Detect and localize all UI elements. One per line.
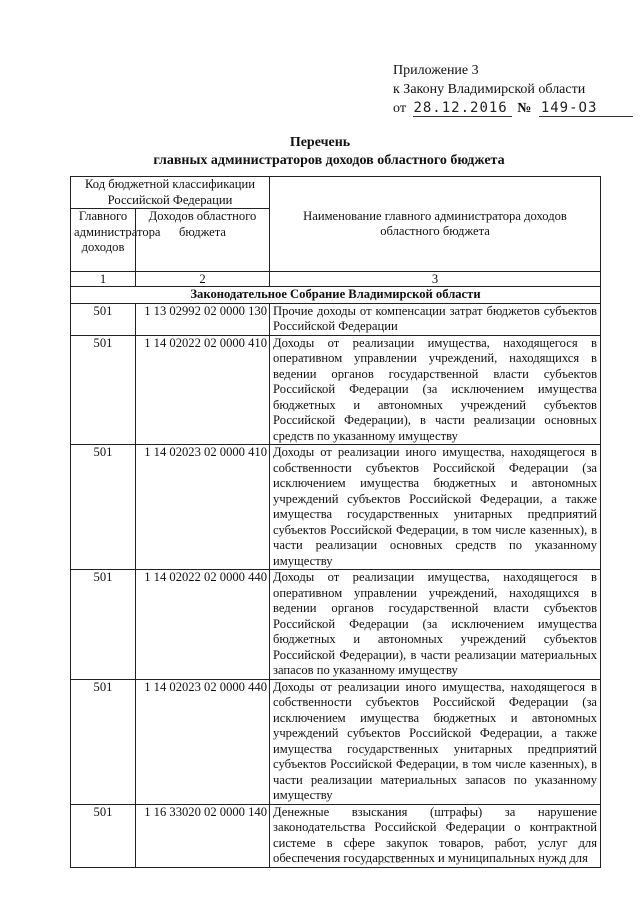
revenue-name-cell: Доходы от реализации имущества, находящегося в оперативном управлении учреждений, находящихся в ведении органов государственной власти субъектов Российской Федерации (за исключением имущества бюджетных и автономных учреждений субъектов Российской Федерации), в части реализации материальных запасов по указанному имуществу [270, 570, 601, 680]
table-row [71, 445, 601, 570]
revenue-code-cell: 1 14 02022 02 0000 440 [136, 570, 270, 680]
appendix-title: Приложение 3 [393, 63, 479, 78]
table-row [71, 679, 601, 804]
title-line-1: Перечень [289, 135, 351, 150]
revenue-administrators-table [70, 176, 601, 868]
appendix-date-line [393, 99, 633, 119]
revenue-name-cell: Доходы от реализации иного имущества, находящегося в собственности субъектов Российской Федерации (за исключением имущества бюджетных и автономных учреждений субъектов Российской Федерации, а также имущества государственных унитарных предприятий субъектов Российской Федерации, в том числе казенных), в части реализации материальных запасов по указанному имуществу [270, 679, 601, 804]
table-row [71, 804, 601, 867]
column-number-1: 1 [71, 272, 136, 287]
admin-code-cell: 501 [71, 335, 136, 445]
admin-header: Главного администратора доходов [71, 209, 136, 272]
table-row [71, 570, 601, 680]
revenue-code-cell: 1 14 02023 02 0000 410 [136, 445, 270, 570]
column-number-2: 2 [136, 272, 270, 287]
revenue-code-cell: 1 13 02992 02 0000 130 [136, 303, 270, 335]
scan-mark [378, 862, 404, 863]
from-label: от [393, 101, 406, 116]
revenue-header: Доходов областного бюджета [136, 209, 270, 272]
appendix-law-reference: к Закону Владимирской области [393, 81, 586, 97]
header-row-1 [71, 177, 601, 209]
revenue-name-cell: Доходы от реализации иного имущества, находящегося в собственности субъектов Российской Федерации (за исключением имущества бюджетных и автономных учреждений субъектов Российской Федерации, а также имущества государственных унитарных предприятий субъектов Российской Федерации, в том числе казенных), в части реализации основных средств по указанному имуществу [270, 445, 601, 570]
column-number-row [71, 272, 601, 287]
table-row [71, 303, 601, 335]
column-number-3: 3 [270, 272, 601, 287]
admin-code-cell: 501 [71, 804, 136, 867]
table-row [71, 335, 601, 445]
section-title: Законодательное Собрание Владимирской области [71, 287, 601, 304]
handwritten-law-number: 149-ОЗ [539, 100, 634, 117]
name-header: Наименование главного администратора доходов областного бюджета [270, 177, 601, 272]
revenue-code-cell: 1 14 02023 02 0000 440 [136, 679, 270, 804]
admin-code-cell: 501 [71, 303, 136, 335]
document-title [0, 134, 640, 170]
number-sign: № [517, 101, 532, 116]
revenue-name-cell: Денежные взыскания (штрафы) за нарушение законодательства Российской Федерации о контрактной системе в сфере закупок товаров, работ, услуг для обеспечения государственных и муниципальных нужд для [270, 804, 601, 867]
admin-code-cell: 501 [71, 445, 136, 570]
revenue-code-cell: 1 14 02022 02 0000 410 [136, 335, 270, 445]
title-line-2: главных администраторов доходов областного бюджета [153, 153, 505, 168]
handwritten-date: 28.12.2016 [413, 100, 511, 117]
revenue-code-cell: 1 16 33020 02 0000 140 [136, 804, 270, 867]
kbk-header: Код бюджетной классификации Российской Федерации [71, 177, 270, 209]
section-row [71, 287, 601, 304]
appendix-block [393, 62, 633, 119]
revenue-name-cell: Прочие доходы от компенсации затрат бюджетов субъектов Российской Федерации [270, 303, 601, 335]
admin-code-cell: 501 [71, 570, 136, 680]
admin-code-cell: 501 [71, 679, 136, 804]
revenue-name-cell: Доходы от реализации имущества, находящегося в оперативном управлении учреждений, находящихся в ведении органов государственной власти субъектов Российской Федерации (за исключением имущества бюджетных и автономных учреждений субъектов Российской Федерации), в части реализации основных средств по указанному имуществу [270, 335, 601, 445]
